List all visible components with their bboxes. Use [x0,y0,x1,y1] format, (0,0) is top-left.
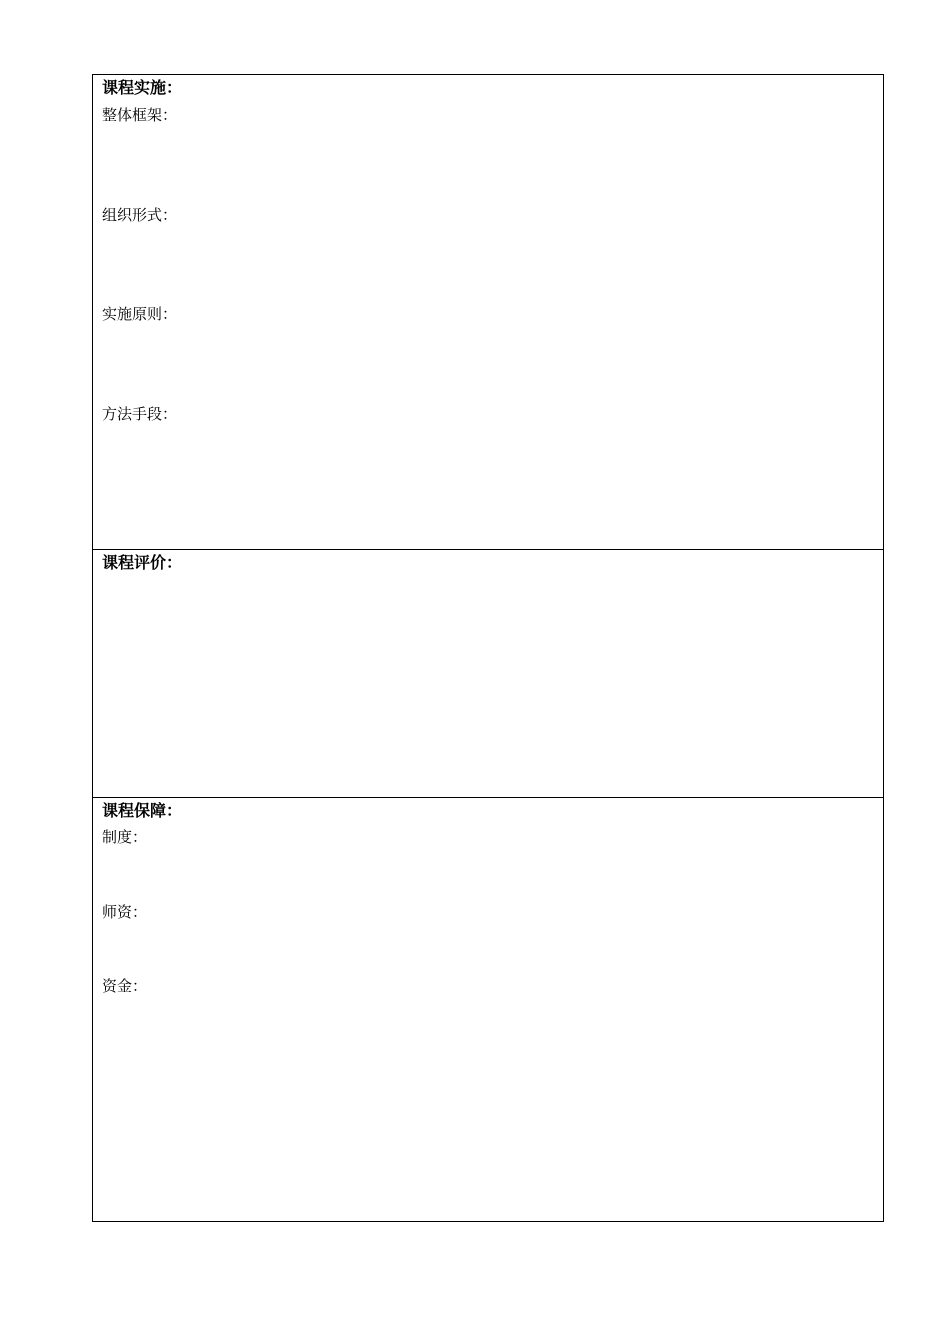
section-heading: 课程保障： [102,801,183,820]
field-label-organization-form: 组织形式： [102,206,178,224]
field-label-system: 制度： [102,828,148,846]
section-course-evaluation [93,550,883,798]
field-label-overall-framework: 整体框架： [102,106,178,124]
field-label-implementation-principles: 实施原则： [102,305,178,323]
field-label-funding: 资金： [102,977,148,995]
section-heading: 课程评价： [102,553,183,572]
field-label-teachers: 师资： [102,903,148,921]
section-course-support [93,798,883,1221]
section-course-implementation [93,75,883,550]
field-label-methods: 方法手段： [102,405,178,423]
section-heading: 课程实施： [102,78,183,97]
course-plan-table [92,74,884,1222]
